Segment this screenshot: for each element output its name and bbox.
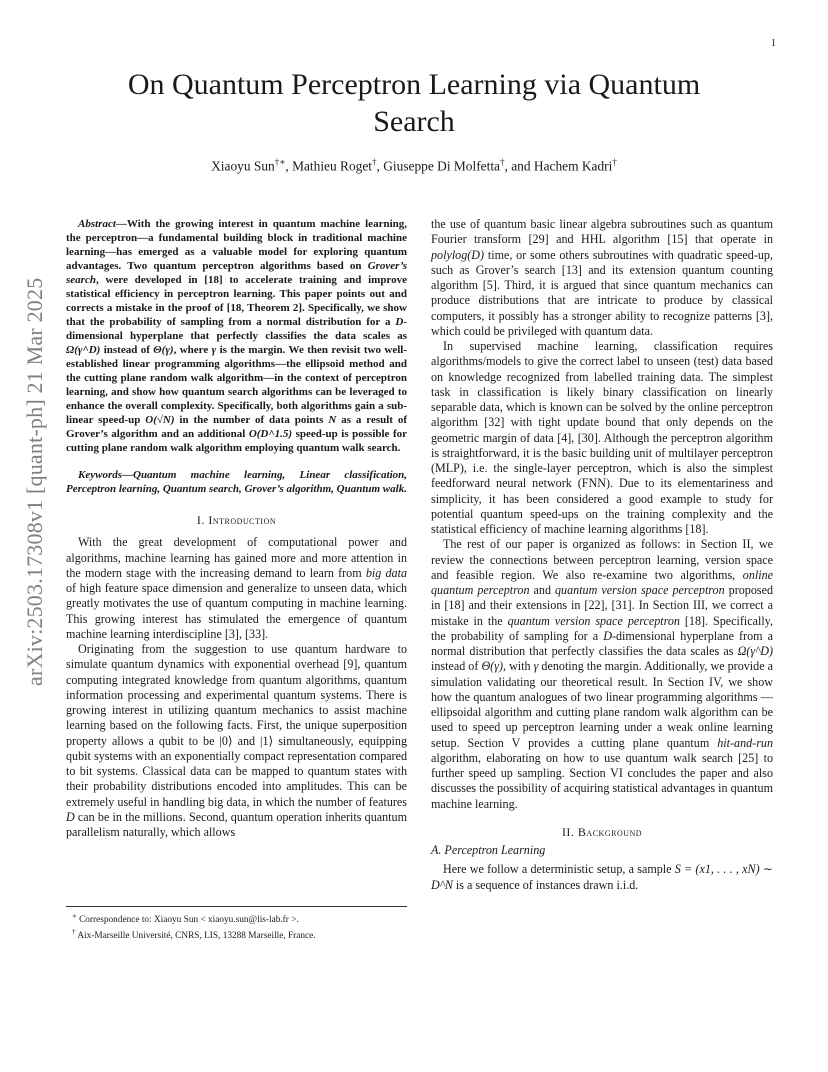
author-affiliation-mark: †∗ [274, 157, 286, 167]
footnotes [66, 906, 407, 942]
body-paragraph: In supervised machine learning, classification requires algorithms/models to give the correct label to unseen (test) data based on knowledge recognized from labelled training data. The simplest task in classification is likely binary classification on linearly separable data, which is known can be solved by the online perceptron algorithm [32] with tight update bound that only depends on the geometric margin of data [4], [30]. Although the perceptron algorithm is straightforward, it is the basic building unit of multilayer perceptron (MLP), i.e. the single-layer perceptron, which is also the simplest feedforward neural network (FNN). Due to its elementariness and simplicity, it has been considered a good example to study for potential quantum speed-ups on the training complexity and the statistical efficiency of machine learning algorithms [18]. [431, 339, 773, 536]
keywords-label: Keywords [78, 469, 122, 481]
author-affiliation-mark: † [500, 157, 505, 167]
author-affiliation-mark: † [612, 157, 617, 167]
author-name: Xiaoyu Sun [211, 158, 275, 174]
author-affiliation-mark: † [372, 157, 377, 167]
footnote: ∗ Correspondence to: Xiaoyu Sun < xiaoyu.sun@lis-lab.fr >. [72, 912, 299, 926]
left-column [66, 217, 407, 840]
body-paragraph: Here we follow a deterministic setup, a sample S = (x1, . . . , xN) ∼ D^N is a sequence of instances drawn i.i.d. [431, 862, 773, 892]
section-heading-background: II. Background [561, 824, 643, 839]
body-paragraph: The rest of our paper is organized as follows: in Section II, we review the connections between perceptron learning, version space and feasible region. We also re-examine two algorithms, online quantum perceptron and quantum version space perceptron proposed in [18] and their extensions in [22], [31]. In Section III, we correct a mistake in the quantum version space perceptron [18]. Specifically, the probability of sampling for a D-dimensional hyperplane from a normal distribution that perfectly classifies the data scales as Ω(γ^D) instead of Θ(γ), with γ denoting the margin. Additionally, we provide a simulation validating our theoretical result. In Section IV, we show how the quantum analogues of two linear programming algorithms —ellipsoidal algorithm and cutting plane random walk algorithm can be used to speed up perceptron learning under a weak online learning setup. Section V provides a cutting plane quantum hit-and-run algorithm, elaborating on how to use quantum walk search [25] to further speed up sampling. Section VI concludes the paper and also discusses the possibility of acquiring statistical advantages in quantum machine learning. [431, 537, 773, 811]
right-column [431, 217, 773, 893]
author-name: Mathieu Roget [292, 158, 373, 174]
author-name: Hachem Kadri [533, 158, 613, 174]
arxiv-id-text: arXiv:2503.17308v1 [quant-ph] 21 Mar 2025 [22, 277, 47, 686]
author-name: Giuseppe Di Molfetta [383, 158, 501, 174]
section-heading-introduction: I. Introduction [196, 513, 277, 527]
subsection-heading-perceptron-learning: A. Perceptron Learning [431, 843, 546, 857]
page-number: 1 [771, 38, 776, 49]
footnote: † Aix-Marseille Université, CNRS, LIS, 13288 Marseille, France. [72, 928, 316, 942]
paper-title: On Quantum Perceptron Learning via Quantum Search [127, 68, 701, 138]
body-paragraph: the use of quantum basic linear algebra subroutines such as quantum Fourier transform [29] and HHL algorithm [15] that operate in polylog(D) time, or some others subroutines with quadratic speed-up, such as Grover’s search [13] and its extension quantum counting algorithm [5]. Third, it is argued that since quantum mechanics can produce distributions that are intricate to produce by classical computers, it possibly has a stronger ability to recognize patterns [3], which could be privileged with quantum data. [431, 217, 773, 338]
intro-paragraph: Originating from the suggestion to use quantum hardware to simulate quantum dynamics with exponential overhead [9], quantum computing integrated knowledge from quantum algorithms, quantum information processing and experimental quantum systems. There is growing interest in utilizing quantum mechanics to assist machine learning based on the following facts. First, the unique superposition property allows a qubit to be |0⟩ and |1⟩ simultaneously, equipping qubit systems with an exponentially compact representation compared to bit systems. Classical data can be mapped to quantum states with their probability distributions encoded into amplitudes. This can be extremely useful in handling big data, in which the number of features D can be in the millions. Second, quantum operation inherits quantum parallelism naturally, which allows [66, 642, 407, 839]
keywords: Keywords—Quantum machine learning, Linear classification, Perceptron learning, Quantum search, Grover’s algorithm, Quantum walk. [66, 469, 407, 495]
author-list: Xiaoyu Sun†∗, Mathieu Roget†, Giuseppe Di Molfetta†, and Hachem Kadri† [211, 157, 617, 174]
intro-paragraph: With the great development of computational power and algorithms, machine learning has gained more and more attention in the modern stage with the increasing demand to learn from big data of high feature space dimension and generalize to unseen data, which greatly motivates the use of quantum computing in machine learning. This growing interest has stimulated the emergence of quantum machine learning interdiscipline [3], [33]. [66, 535, 407, 641]
abstract-label: Abstract— [78, 218, 127, 230]
abstract: Abstract—With the growing interest in quantum machine learning, the perceptron—a fundamental building block in traditional machine learning—has emerged as a valuable model for exploring quantum advantages. Two quantum perceptron algorithms based on Grover’s search, were developed in [18] to accelerate training and improve statistical efficiency in perceptron learning. This paper points out and corrects a mistake in the proof of [18, Theorem 2]. Specifically, we show that the probability of sampling from a normal distribution for a D-dimensional hyperplane that perfectly classifies the data scales as Ω(γ^D) instead of Θ(γ), where γ is the margin. We then revisit two well-established linear programming algorithms—the ellipsoid method and the cutting plane random walk algorithm—in the context of perceptron learning, and show how quantum search algorithms can be leveraged to enhance the overall complexity. Specifically, both algorithms gain a sub-linear speed-up O(√N) in the number of data points N as a result of Grover’s algorithm and an additional O(D^1.5) speed-up is possible for cutting plane random walk algorithm employing quantum walk search. [66, 218, 407, 454]
